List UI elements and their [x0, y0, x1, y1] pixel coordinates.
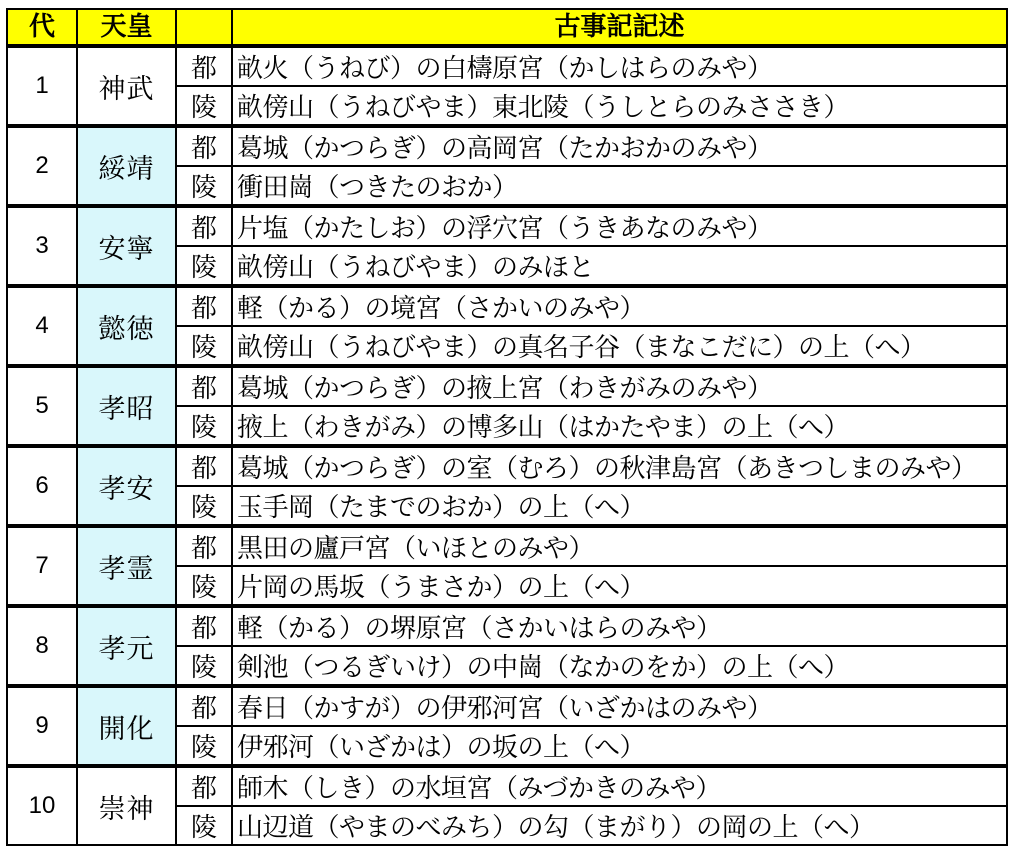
capital-label: 都 [176, 126, 232, 166]
table-row-capital [7, 46, 1007, 86]
capital-description: 葛城（かつらぎ）の室（むろ）の秋津島宮（あきつしまのみや） [232, 446, 1007, 486]
emperor-name: 懿徳 [77, 286, 176, 366]
capital-description: 軽（かる）の堺原宮（さかいはらのみや） [232, 606, 1007, 646]
generation-number: 7 [7, 526, 77, 606]
tomb-label: 陵 [176, 566, 232, 606]
capital-label: 都 [176, 766, 232, 806]
table-row-capital [7, 766, 1007, 806]
table-row-capital [7, 126, 1007, 166]
capital-label: 都 [176, 366, 232, 406]
tomb-description: 玉手岡（たまでのおか）の上（へ） [232, 486, 1007, 526]
generation-number: 10 [7, 766, 77, 845]
tomb-label: 陵 [176, 166, 232, 206]
table-row-capital [7, 686, 1007, 726]
generation-number: 4 [7, 286, 77, 366]
header-row [7, 9, 1007, 46]
header-kind [176, 9, 232, 46]
emperor-name: 安寧 [77, 206, 176, 286]
capital-description: 黒田の廬戸宮（いほとのみや） [232, 526, 1007, 566]
tomb-label: 陵 [176, 326, 232, 366]
tomb-description: 畝傍山（うねびやま）のみほと [232, 246, 1007, 286]
tomb-description: 剣池（つるぎいけ）の中崗（なかのをか）の上（へ） [232, 646, 1007, 686]
emperor-name: 綏靖 [77, 126, 176, 206]
emperor-name: 孝元 [77, 606, 176, 686]
tomb-description: 掖上（わきがみ）の博多山（はかたやま）の上（へ） [232, 406, 1007, 446]
capital-description: 師木（しき）の水垣宮（みづかきのみや） [232, 766, 1007, 806]
tomb-description: 片岡の馬坂（うまさか）の上（へ） [232, 566, 1007, 606]
emperor-name: 神武 [77, 46, 176, 126]
tomb-label: 陵 [176, 486, 232, 526]
emperor-name: 孝昭 [77, 366, 176, 446]
table-row-capital [7, 286, 1007, 326]
table-row-capital [7, 446, 1007, 486]
capital-description: 葛城（かつらぎ）の高岡宮（たかおかのみや） [232, 126, 1007, 166]
capital-description: 葛城（かつらぎ）の掖上宮（わきがみのみや） [232, 366, 1007, 406]
header-generation: 代 [7, 9, 77, 46]
table-row-capital [7, 366, 1007, 406]
tomb-description: 山辺道（やまのべみち）の勾（まがり）の岡の上（へ） [232, 806, 1007, 845]
capital-description: 春日（かすが）の伊邪河宮（いざかはのみや） [232, 686, 1007, 726]
tomb-label: 陵 [176, 246, 232, 286]
capital-label: 都 [176, 686, 232, 726]
table-row-capital [7, 206, 1007, 246]
generation-number: 9 [7, 686, 77, 766]
emperor-table [6, 8, 1008, 846]
tomb-description: 伊邪河（いざかは）の坂の上（へ） [232, 726, 1007, 766]
generation-number: 8 [7, 606, 77, 686]
capital-label: 都 [176, 286, 232, 326]
tomb-label: 陵 [176, 806, 232, 845]
generation-number: 3 [7, 206, 77, 286]
tomb-label: 陵 [176, 726, 232, 766]
capital-label: 都 [176, 206, 232, 246]
emperor-name: 開化 [77, 686, 176, 766]
table-row-capital [7, 526, 1007, 566]
emperor-name: 崇神 [77, 766, 176, 845]
capital-label: 都 [176, 526, 232, 566]
capital-description: 片塩（かたしお）の浮穴宮（うきあなのみや） [232, 206, 1007, 246]
capital-label: 都 [176, 446, 232, 486]
emperor-name: 孝安 [77, 446, 176, 526]
header-description: 古事記記述 [232, 9, 1007, 46]
generation-number: 6 [7, 446, 77, 526]
tomb-label: 陵 [176, 406, 232, 446]
header-emperor: 天皇 [77, 9, 176, 46]
table-body [7, 46, 1007, 845]
generation-number: 5 [7, 366, 77, 446]
generation-number: 2 [7, 126, 77, 206]
table-row-capital [7, 606, 1007, 646]
tomb-description: 畝傍山（うねびやま）東北陵（うしとらのみささき） [232, 86, 1007, 126]
tomb-description: 畝傍山（うねびやま）の真名子谷（まなこだに）の上（へ） [232, 326, 1007, 366]
capital-description: 軽（かる）の境宮（さかいのみや） [232, 286, 1007, 326]
tomb-description: 衝田崗（つきたのおか） [232, 166, 1007, 206]
tomb-label: 陵 [176, 86, 232, 126]
emperor-name: 孝霊 [77, 526, 176, 606]
capital-label: 都 [176, 606, 232, 646]
generation-number: 1 [7, 46, 77, 126]
tomb-label: 陵 [176, 646, 232, 686]
capital-description: 畝火（うねび）の白檮原宮（かしはらのみや） [232, 46, 1007, 86]
capital-label: 都 [176, 46, 232, 86]
